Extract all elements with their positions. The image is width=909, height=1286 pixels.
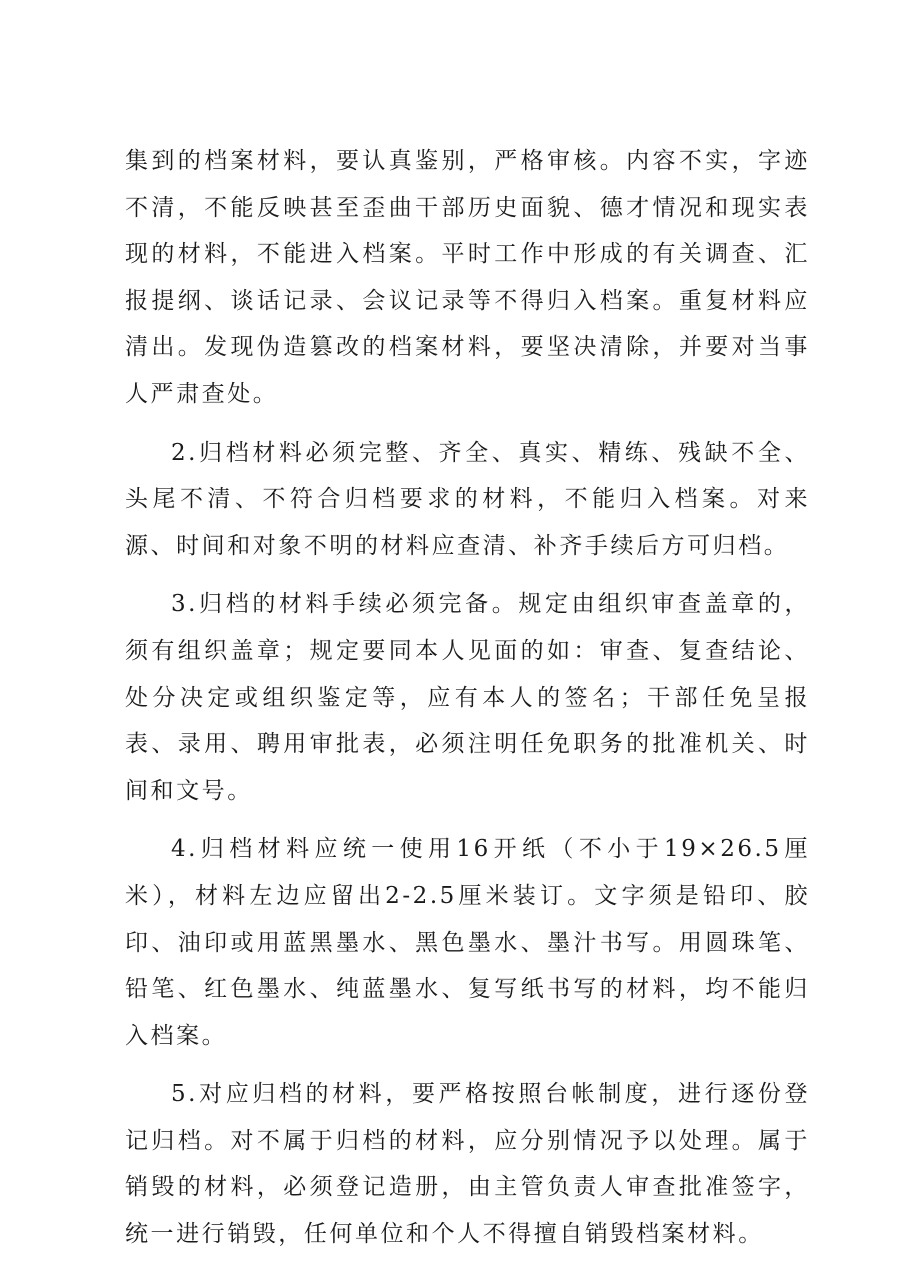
paragraph-continuation: 集到的档案材料，要认真鉴别，严格审核。内容不实，字迹不清，不能反映甚至歪曲干部历史面貌、德才情况和现实表现的材料，不能进入档案。平时工作中形成的有关调查、汇报提纲、谈话记录、会议记录等不得归入档案。重复材料应清出。发现伪造篡改的档案材料，要坚决清除，并要对当事人严肃查处。 (125, 148, 810, 407)
paragraph-item-4: 4.归档材料应统一使用16开纸（不小于19×26.5厘米），材料左边应留出2-2.5厘米装订。文字须是铅印、胶印、油印或用蓝黑墨水、黑色墨水、墨汁书写。用圆珠笔、铅笔、红色墨水、纯蓝墨水、复写纸书写的材料，均不能归入档案。 (125, 836, 810, 1049)
paragraph-item-3: 3.归档的材料手续必须完备。规定由组织审查盖章的，须有组织盖章；规定要同本人见面的如：审查、复查结论、处分决定或组织鉴定等，应有本人的签名；干部任免呈报表、录用、聘用审批表，必须注明任免职务的批准机关、时间和文号。 (125, 591, 810, 804)
document-body (125, 138, 810, 1258)
paragraph-item-2: 2.归档材料必须完整、齐全、真实、精练、残缺不全、头尾不清、不符合归档要求的材料，不能归入档案。对来源、时间和对象不明的材料应查清、补齐手续后方可归档。 (125, 439, 810, 559)
paragraph-item-5: 5.对应归档的材料，要严格按照台帐制度，进行逐份登记归档。对不属于归档的材料，应分别情况予以处理。属于销毁的材料，必须登记造册，由主管负责人审查批准签字，统一进行销毁，任何单位和个人不得擅自销毁档案材料。 (125, 1081, 810, 1248)
